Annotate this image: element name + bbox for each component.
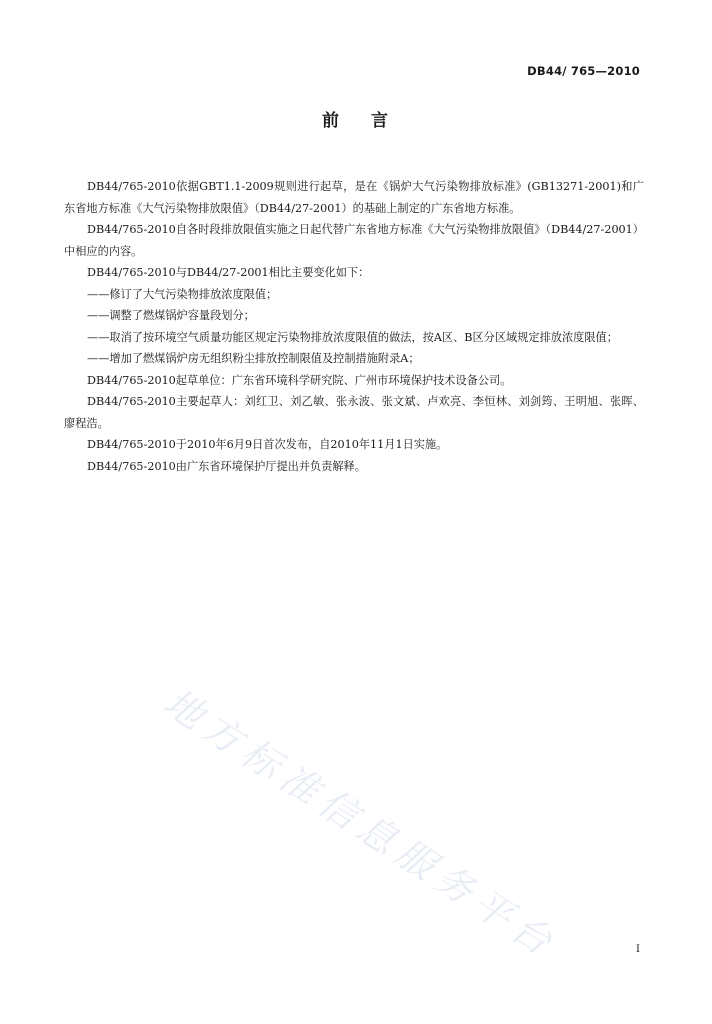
foreword-body: [64, 176, 644, 477]
paragraph-replacement: DB44/765-2010自各时段排放限值实施之日起代替广东省地方标准《大气污染物排放限值》（DB44/27-2001）中相应的内容。: [64, 223, 644, 258]
change-item-limits: ——修订了大气污染物排放浓度限值；: [87, 287, 278, 301]
watermark-text: 地方标准信息服务平台: [156, 679, 566, 968]
title-char-left: 前: [322, 111, 341, 131]
paragraph-drafting-units: DB44/765-2010起草单位：广东省环境科学研究院、广州市环境保护技术设备公司。: [87, 373, 512, 387]
paragraph-interpretation: DB44/765-2010由广东省环境保护厅提出并负责解释。: [87, 459, 366, 473]
page-number: I: [636, 944, 640, 955]
title-char-right: 言: [371, 111, 390, 131]
change-item-dust: ——增加了燃煤锅炉房无组织粉尘排放控制限值及控制措施附录A；: [87, 352, 420, 365]
paragraph-release-dates: DB44/765-2010于2010年6月9日首次发布，自2010年11月1日实施。: [87, 438, 448, 451]
change-item-capacity: ——调整了燃煤锅炉容量段划分；: [87, 309, 255, 322]
paragraph-changes-intro: DB44/765-2010与DB44/27-2001相比主要变化如下：: [87, 266, 370, 279]
standard-code: DB44/ 765—2010: [527, 64, 640, 78]
paragraph-basis: DB44/765-2010依据GBT1.1-2009规则进行起草，是在《锅炉大气污染物排放标准》(GB13271-2001)和广东省地方标准《大气污染物排放限值》（DB44/27-2001）的基础上制定的广东省地方标准。: [64, 180, 644, 215]
change-item-zones: ——取消了按环境空气质量功能区规定污染物排放浓度限值的做法，按A区、B区分区域规定排放浓度限值；: [87, 330, 618, 344]
paragraph-drafters: DB44/765-2010主要起草人：刘红卫、刘乙敏、张永波、张文斌、卢欢亮、李恒林、刘剑筠、王明旭、张晖、廖程浩。: [64, 395, 644, 430]
page-title: [0, 106, 712, 131]
